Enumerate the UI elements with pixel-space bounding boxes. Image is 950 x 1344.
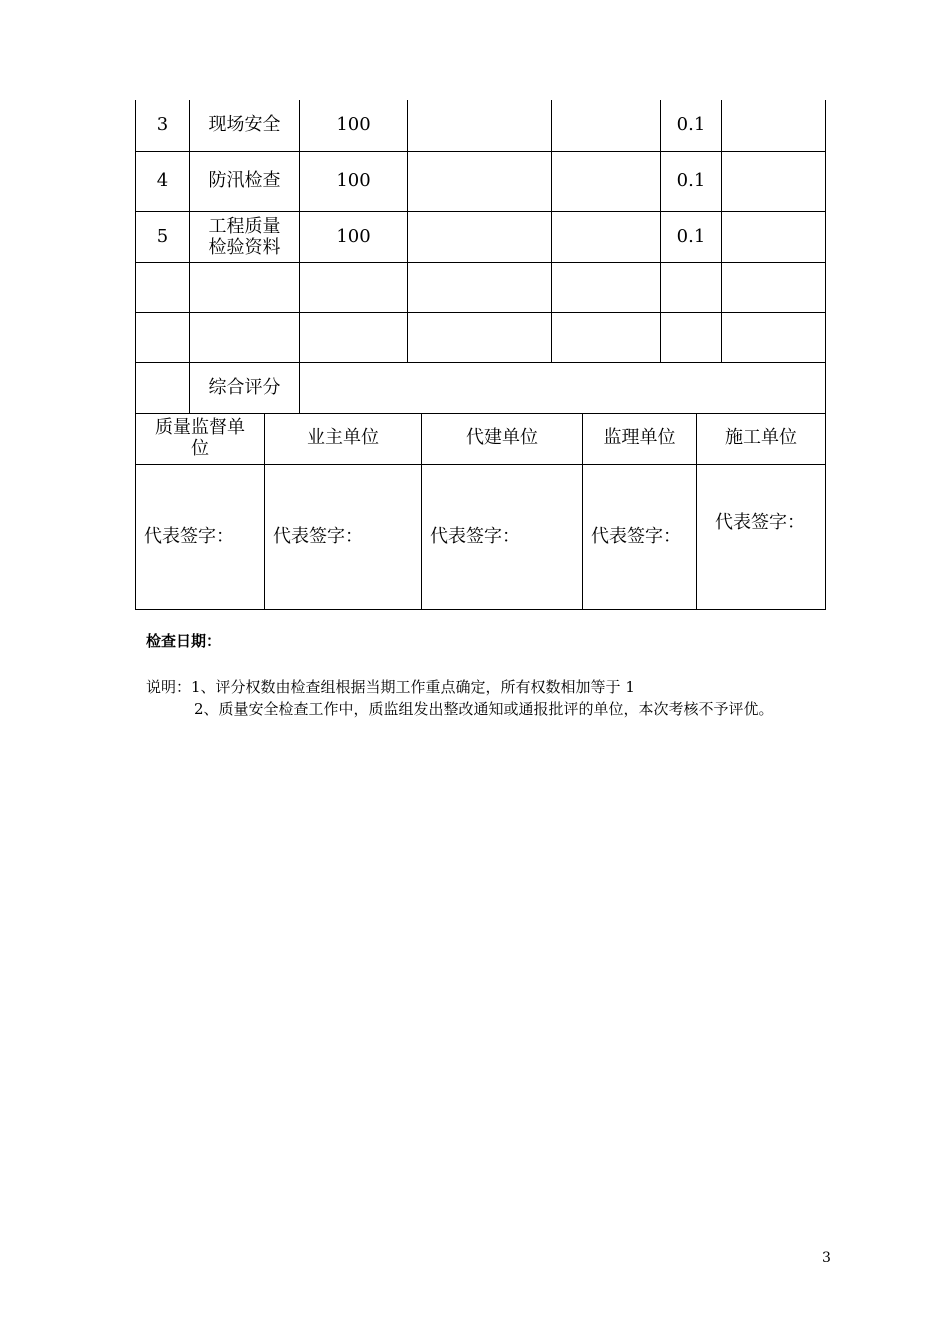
weight-cell bbox=[661, 262, 722, 312]
table-row bbox=[136, 312, 826, 362]
score-cell bbox=[552, 262, 661, 312]
full-score bbox=[300, 262, 408, 312]
table-row bbox=[136, 262, 826, 312]
page-number: 3 bbox=[822, 1250, 831, 1266]
row-number: 5 bbox=[136, 211, 190, 262]
item-name bbox=[190, 262, 300, 312]
item-name bbox=[190, 211, 300, 262]
signature-field[interactable]: 代表签字： bbox=[422, 464, 583, 609]
row-number: 4 bbox=[136, 151, 190, 211]
header-quality-supervision-text: 质量监督单位 bbox=[155, 417, 245, 460]
weight-cell: 0.1 bbox=[661, 100, 722, 151]
score-cell bbox=[408, 312, 552, 362]
score-cell bbox=[408, 151, 552, 211]
signature-table bbox=[135, 413, 826, 610]
header-contractor: 施工单位 bbox=[697, 413, 826, 464]
header-supervisor: 监理单位 bbox=[583, 413, 697, 464]
row-number bbox=[136, 262, 190, 312]
signature-row bbox=[136, 464, 826, 609]
row-number: 3 bbox=[136, 100, 190, 151]
note-line-2: 2、质量安全检查工作中，质监组发出整改通知或通报批评的单位，本次考核不予评优。 bbox=[194, 700, 774, 718]
item-name: 防汛检查 bbox=[190, 151, 300, 211]
score-table bbox=[135, 100, 826, 414]
score-cell bbox=[552, 211, 661, 262]
total-row bbox=[136, 362, 826, 413]
row-number bbox=[136, 362, 190, 413]
score-cell bbox=[408, 262, 552, 312]
total-label: 综合评分 bbox=[190, 362, 300, 413]
signature-field[interactable]: 代表签字： bbox=[697, 464, 826, 609]
weight-cell bbox=[661, 312, 722, 362]
signature-field[interactable]: 代表签字： bbox=[583, 464, 697, 609]
weight-cell: 0.1 bbox=[661, 211, 722, 262]
note-line-1: 说明：1、评分权数由检查组根据当期工作重点确定，所有权数相加等于 1 bbox=[146, 678, 635, 696]
signature-field[interactable]: 代表签字： bbox=[136, 464, 265, 609]
full-score: 100 bbox=[300, 100, 408, 151]
header-agent-builder: 代建单位 bbox=[422, 413, 583, 464]
score-cell bbox=[722, 100, 826, 151]
notes bbox=[146, 676, 774, 720]
inspection-date-label: 检查日期： bbox=[146, 632, 222, 650]
score-cell bbox=[722, 211, 826, 262]
score-cell bbox=[552, 100, 661, 151]
table-row bbox=[136, 151, 826, 211]
full-score bbox=[300, 312, 408, 362]
header-owner: 业主单位 bbox=[265, 413, 422, 464]
row-number bbox=[136, 312, 190, 362]
table-row bbox=[136, 211, 826, 262]
item-name: 现场安全 bbox=[190, 100, 300, 151]
item-name-text: 工程质量检验资料 bbox=[208, 215, 281, 258]
signature-field[interactable]: 代表签字： bbox=[265, 464, 422, 609]
header-quality-supervision bbox=[136, 413, 265, 464]
score-cell bbox=[552, 151, 661, 211]
full-score: 100 bbox=[300, 211, 408, 262]
total-value bbox=[300, 362, 826, 413]
score-cell bbox=[722, 312, 826, 362]
table-row bbox=[136, 100, 826, 151]
weight-cell: 0.1 bbox=[661, 151, 722, 211]
score-cell bbox=[408, 211, 552, 262]
score-cell bbox=[408, 100, 552, 151]
score-cell bbox=[722, 262, 826, 312]
score-cell bbox=[722, 151, 826, 211]
signature-header-row bbox=[136, 413, 826, 464]
item-name bbox=[190, 312, 300, 362]
score-cell bbox=[552, 312, 661, 362]
full-score: 100 bbox=[300, 151, 408, 211]
